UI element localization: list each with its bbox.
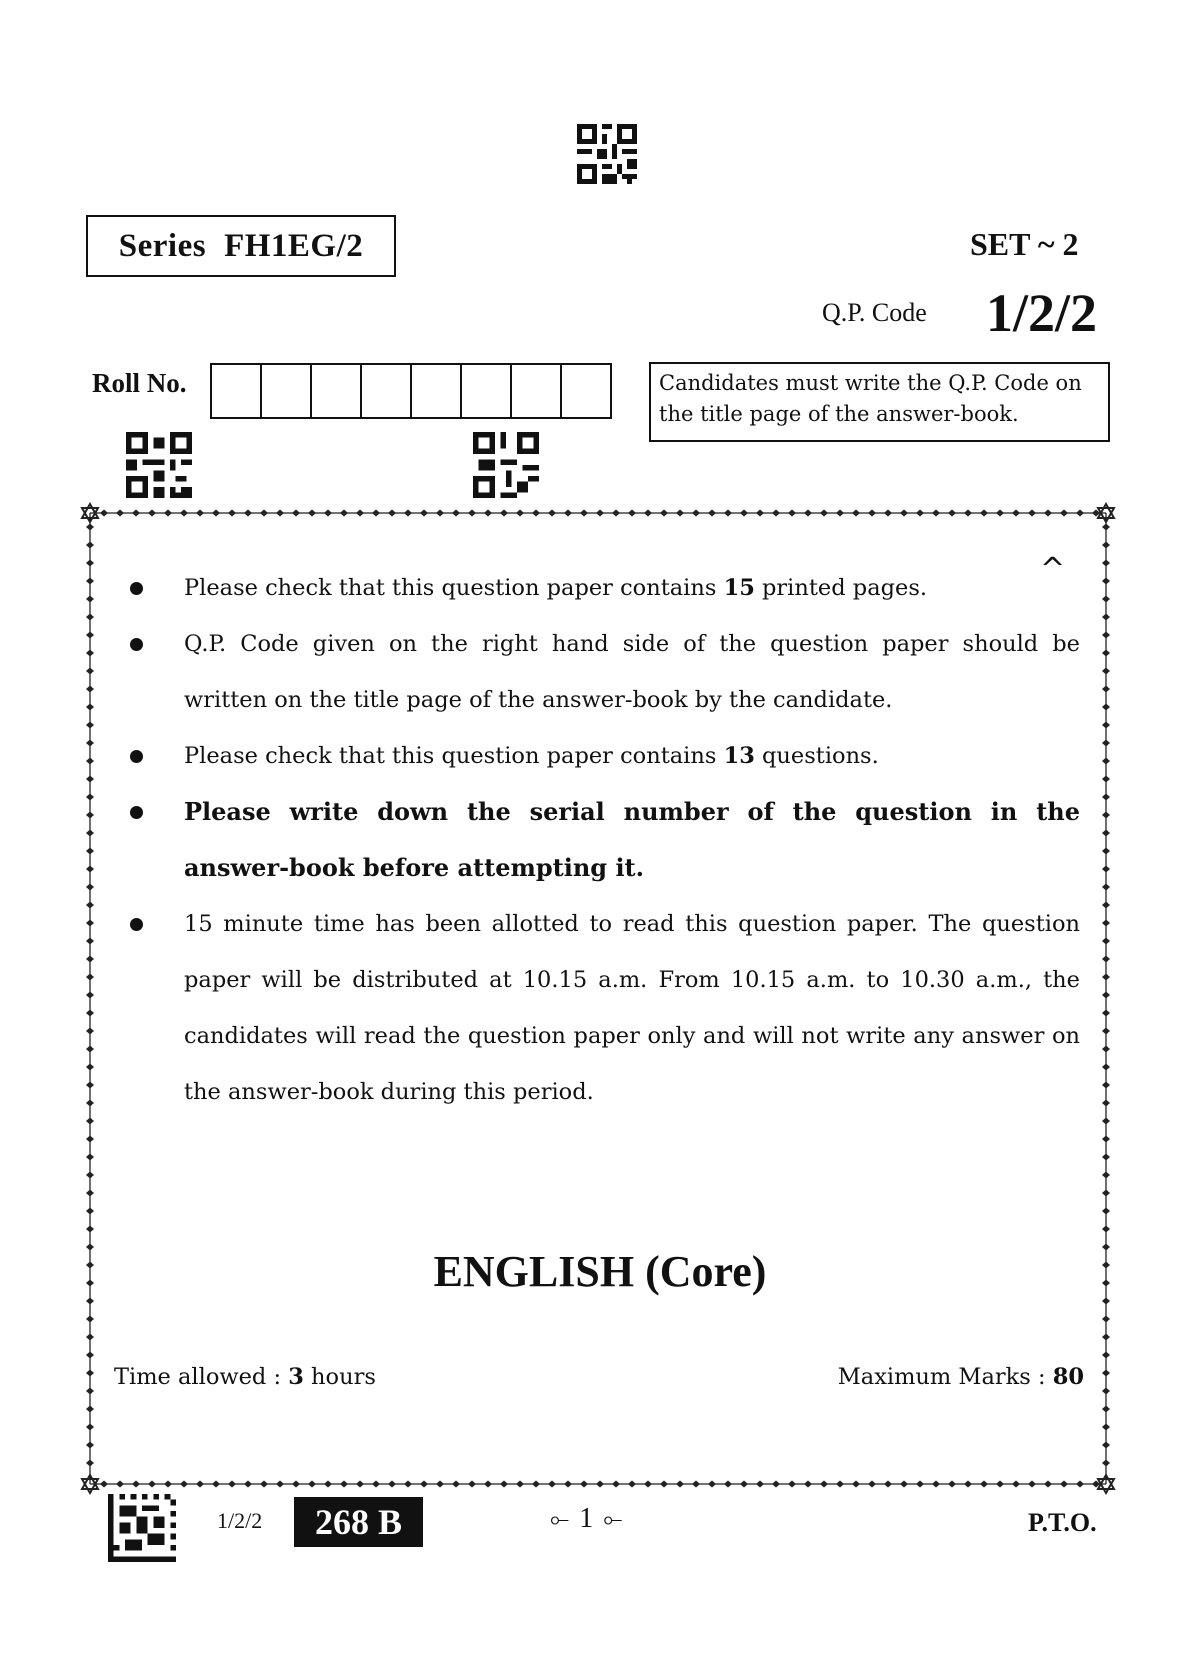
ornament-icon: ⟜ bbox=[550, 1505, 570, 1533]
paper-code-badge: 268 B bbox=[294, 1497, 423, 1547]
bullet-icon bbox=[130, 616, 144, 672]
footer-qp-code: 1/2/2 bbox=[217, 1508, 263, 1533]
instruction-item: Please check that this question paper contains 15 printed pages. bbox=[130, 560, 1080, 616]
bullet-icon bbox=[130, 896, 144, 952]
ornament-icon: ⟜ bbox=[603, 1505, 623, 1533]
series-label: Series bbox=[118, 227, 207, 264]
qp-code-notice: Candidates must write the Q.P. Code on the title page of the answer-book. bbox=[649, 362, 1110, 442]
series-code: FH1EG/2 bbox=[224, 227, 364, 264]
instruction-item: Please write down the serial number of the question in the answer-book before attempting it. bbox=[130, 784, 1080, 896]
pto-label: P.T.O. bbox=[1028, 1508, 1097, 1537]
bullet-icon bbox=[130, 728, 144, 784]
subject-title: ENGLISH (Core) bbox=[433, 1247, 767, 1296]
instruction-item: Please check that this question paper contains 13 questions. bbox=[130, 728, 1080, 784]
page-number: ⟜ 1 ⟜ bbox=[550, 1503, 623, 1534]
bullet-icon bbox=[130, 784, 144, 840]
instruction-item: Q.P. Code given on the right hand side of the question paper should be written on the title page of the answer-book by the candidate. bbox=[130, 616, 1080, 728]
maximum-marks: Maximum Marks : 80 bbox=[837, 1364, 1084, 1390]
bullet-icon bbox=[130, 560, 144, 616]
qp-code: 1/2/2 bbox=[986, 283, 1098, 343]
qp-code-label: Q.P. Code bbox=[822, 298, 927, 327]
instruction-item: 15 minute time has been allotted to read this question paper. The question paper will be distributed at 10.15 a.m. From 10.15 a.m. to 10.30 a.m., the candidates will read the question paper only and will not write any answer on the answer-book during this period. bbox=[130, 896, 1080, 1120]
instructions-list bbox=[130, 560, 1080, 1120]
caret-mark: ^ bbox=[1040, 552, 1066, 587]
time-allowed: Time allowed : 3 hours bbox=[114, 1364, 376, 1390]
set-label: SET ~ 2 bbox=[970, 226, 1079, 262]
roll-number-label: Roll No. bbox=[92, 368, 187, 398]
